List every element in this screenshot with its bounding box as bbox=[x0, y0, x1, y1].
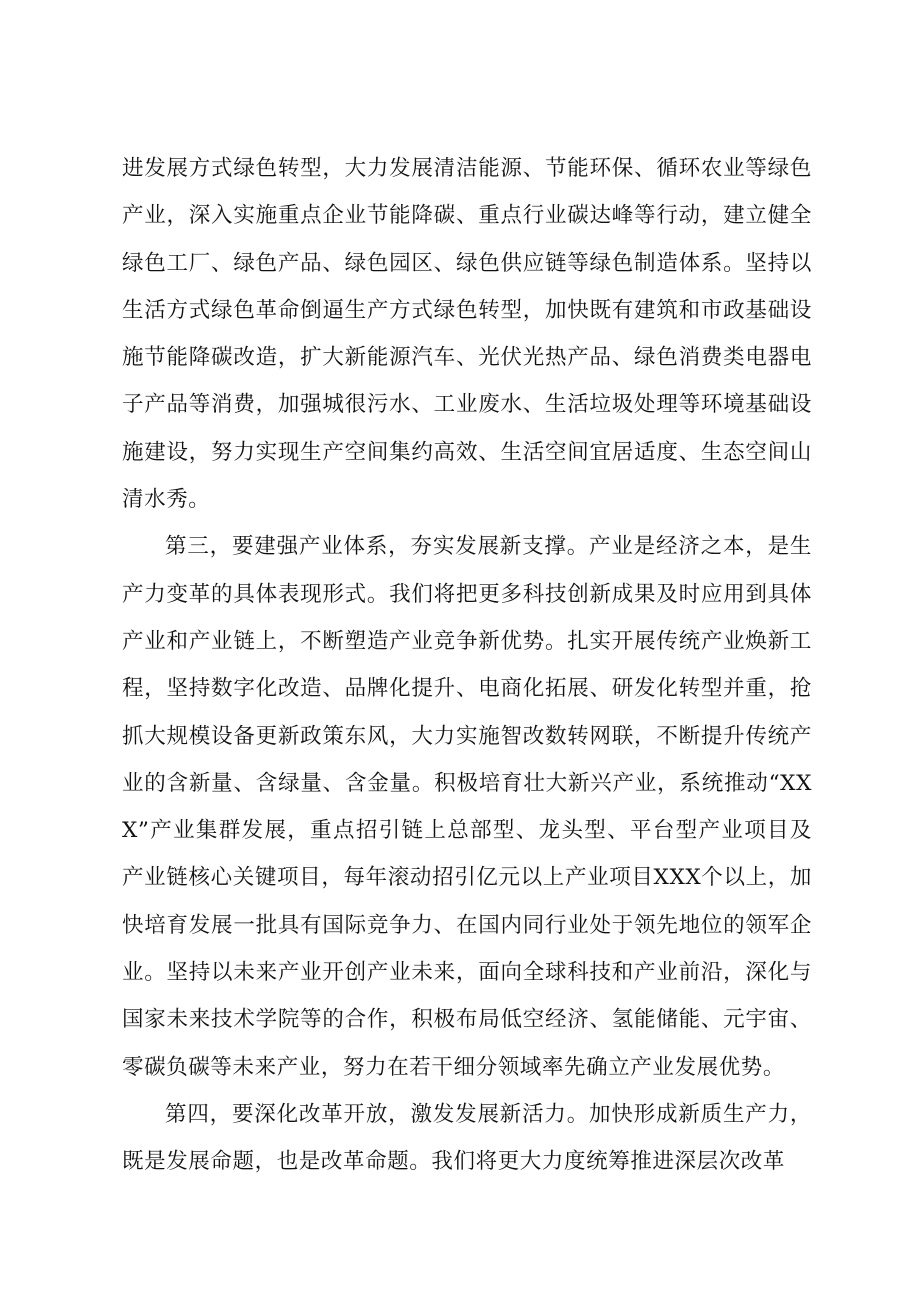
document-body bbox=[122, 145, 812, 1186]
paragraph-industrial-system: 第三，要建强产业体系，夯实发展新支撑。产业是经济之本，是生产力变革的具体表现形式。我们将把更多科技创新成果及时应用到具体产业和产业链上，不断塑造产业竞争新优势。扎实开展传统产业焕新工程，坚持数字化改造、品牌化提升、电商化拓展、研发化转型并重，抢抓大规模设备更新政策东风，大力实施智改数转网联，不断提升传统产业的含新量、含绿量、含金量。积极培育壮大新兴产业，系统推动“XXX”产业集群发展，重点招引链上总部型、龙头型、平台型产业项目及产业链核心关键项目，每年滚动招引亿元以上产业项目XXX个以上，加快培育发展一批具有国际竞争力、在国内同行业处于领先地位的领军企业。坚持以未来产业开创产业未来，面向全球科技和产业前沿，深化与国家未来技术学院等的合作，积极布局低空经济、氢能储能、元宇宙、零碳负碳等未来产业，努力在若干细分领域率先确立产业发展优势。 bbox=[122, 534, 812, 1080]
paragraph-continuation-green-transformation: 进发展方式绿色转型，大力发展清洁能源、节能环保、循环农业等绿色产业，深入实施重点企业节能降碳、重点行业碳达峰等行动，建立健全绿色工厂、绿色产品、绿色园区、绿色供应链等绿色制造体系。坚持以生活方式绿色革命倒逼生产方式绿色转型，加快既有建筑和市政基础设施节能降碳改造，扩大新能源汽车、光伏光热产品、绿色消费类电器电子产品等消费，加强城很污水、工业废水、生活垃圾处理等环境基础设施建设，努力实现生产空间集约高效、生活空间宜居适度、生态空间山清水秀。 bbox=[122, 156, 812, 513]
paragraph-reform-opening: 第四，要深化改革开放，激发发展新活力。加快形成新质生产力，既是发展命题，也是改革命题。我们将更大力度统筹推进深层次改革 bbox=[122, 1101, 812, 1175]
